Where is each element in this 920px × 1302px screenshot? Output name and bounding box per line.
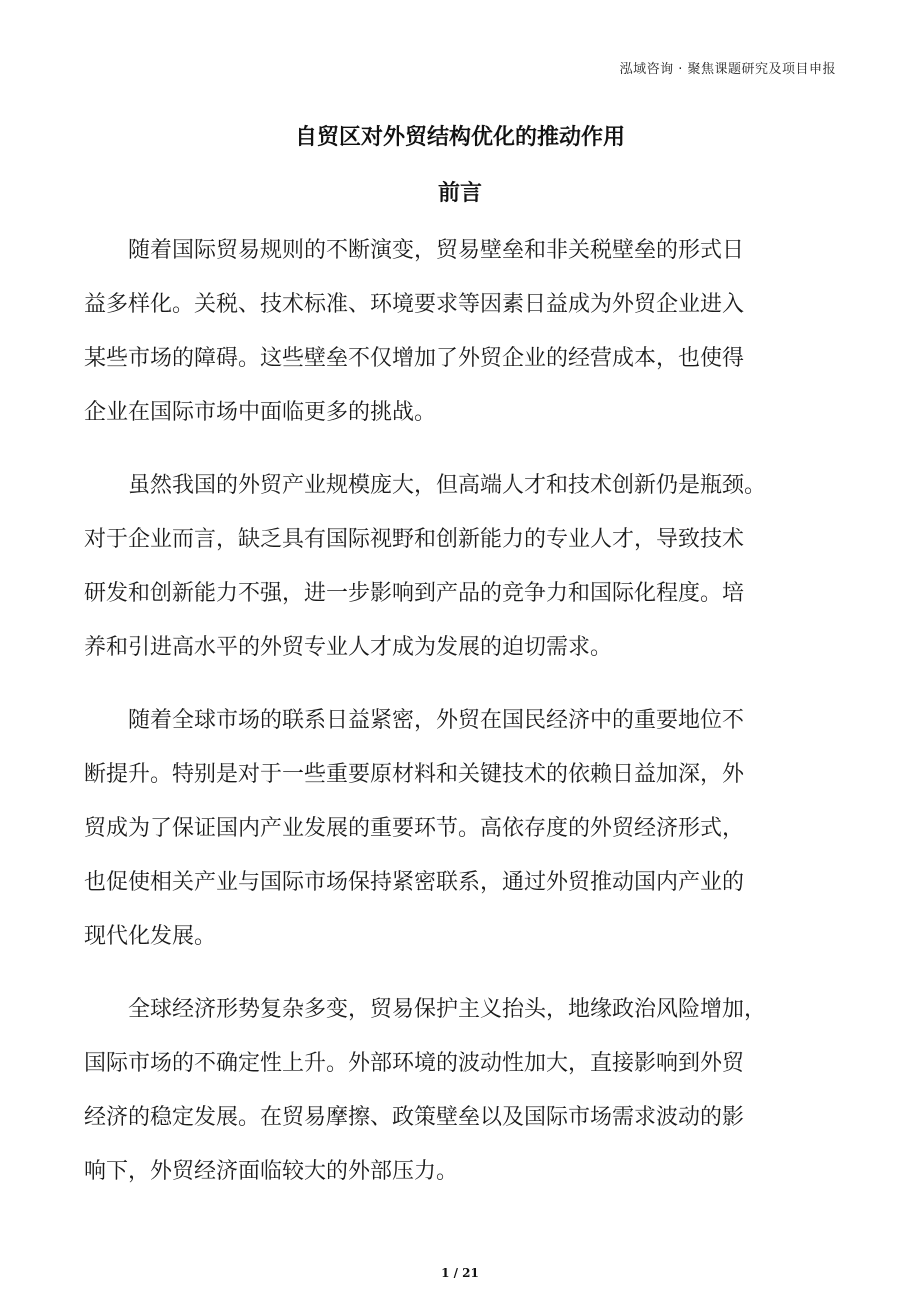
paragraph-line: 也促使相关产业与国际市场保持紧密联系，通过外贸推动国内产业的 [84,870,745,895]
paragraph-line: 益多样化。关税、技术标准、环境要求等因素日益成为外贸企业进入 [84,292,745,317]
paragraph-line: 对于企业而言，缺乏具有国际视野和创新能力的专业人才，导致技术 [84,527,745,552]
paragraph [84,694,844,964]
paragraph [84,459,844,675]
paragraph-line: 断提升。特别是对于一些重要原材料和关键技术的依赖日益加深，外 [84,762,745,787]
paragraph [84,983,844,1199]
paragraph-line: 贸成为了保证国内产业发展的重要环节。高依存度的外贸经济形式， [84,816,745,841]
paragraph-line: 随着全球市场的联系日益紧密，外贸在国民经济中的重要地位不 [128,708,745,733]
page-header: 泓域咨询 · 聚焦课题研究及项目申报 [619,62,836,77]
paragraph-line: 养和引进高水平的外贸专业人才成为发展的迫切需求。 [84,635,613,660]
document-title: 自贸区对外贸结构优化的推动作用 [294,125,625,150]
paragraph-line: 某些市场的障碍。这些壁垒不仅增加了外贸企业的经营成本，也使得 [84,346,745,371]
paragraph-line: 随着国际贸易规则的不断演变，贸易壁垒和非关税壁垒的形式日 [128,238,745,263]
page-number: 1 / 21 [441,1266,479,1280]
paragraph-line: 全球经济形势复杂多变，贸易保护主义抬头，地缘政治风险增加， [128,997,767,1022]
paragraph-line: 响下，外贸经济面临较大的外部压力。 [84,1159,459,1184]
paragraph-line: 企业在国际市场中面临更多的挑战。 [84,400,437,425]
paragraph-line: 研发和创新能力不强，进一步影响到产品的竞争力和国际化程度。培 [84,581,745,606]
document-body [84,224,844,1218]
paragraph-line: 现代化发展。 [84,924,217,949]
paragraph-line: 虽然我国的外贸产业规模庞大，但高端人才和技术创新仍是瓶颈。 [128,473,767,498]
paragraph [84,224,844,440]
paragraph-line: 国际市场的不确定性上升。外部环境的波动性加大，直接影响到外贸 [84,1051,745,1076]
paragraph-line: 经济的稳定发展。在贸易摩擦、政策壁垒以及国际市场需求波动的影 [84,1105,745,1130]
section-title: 前言 [437,181,482,206]
